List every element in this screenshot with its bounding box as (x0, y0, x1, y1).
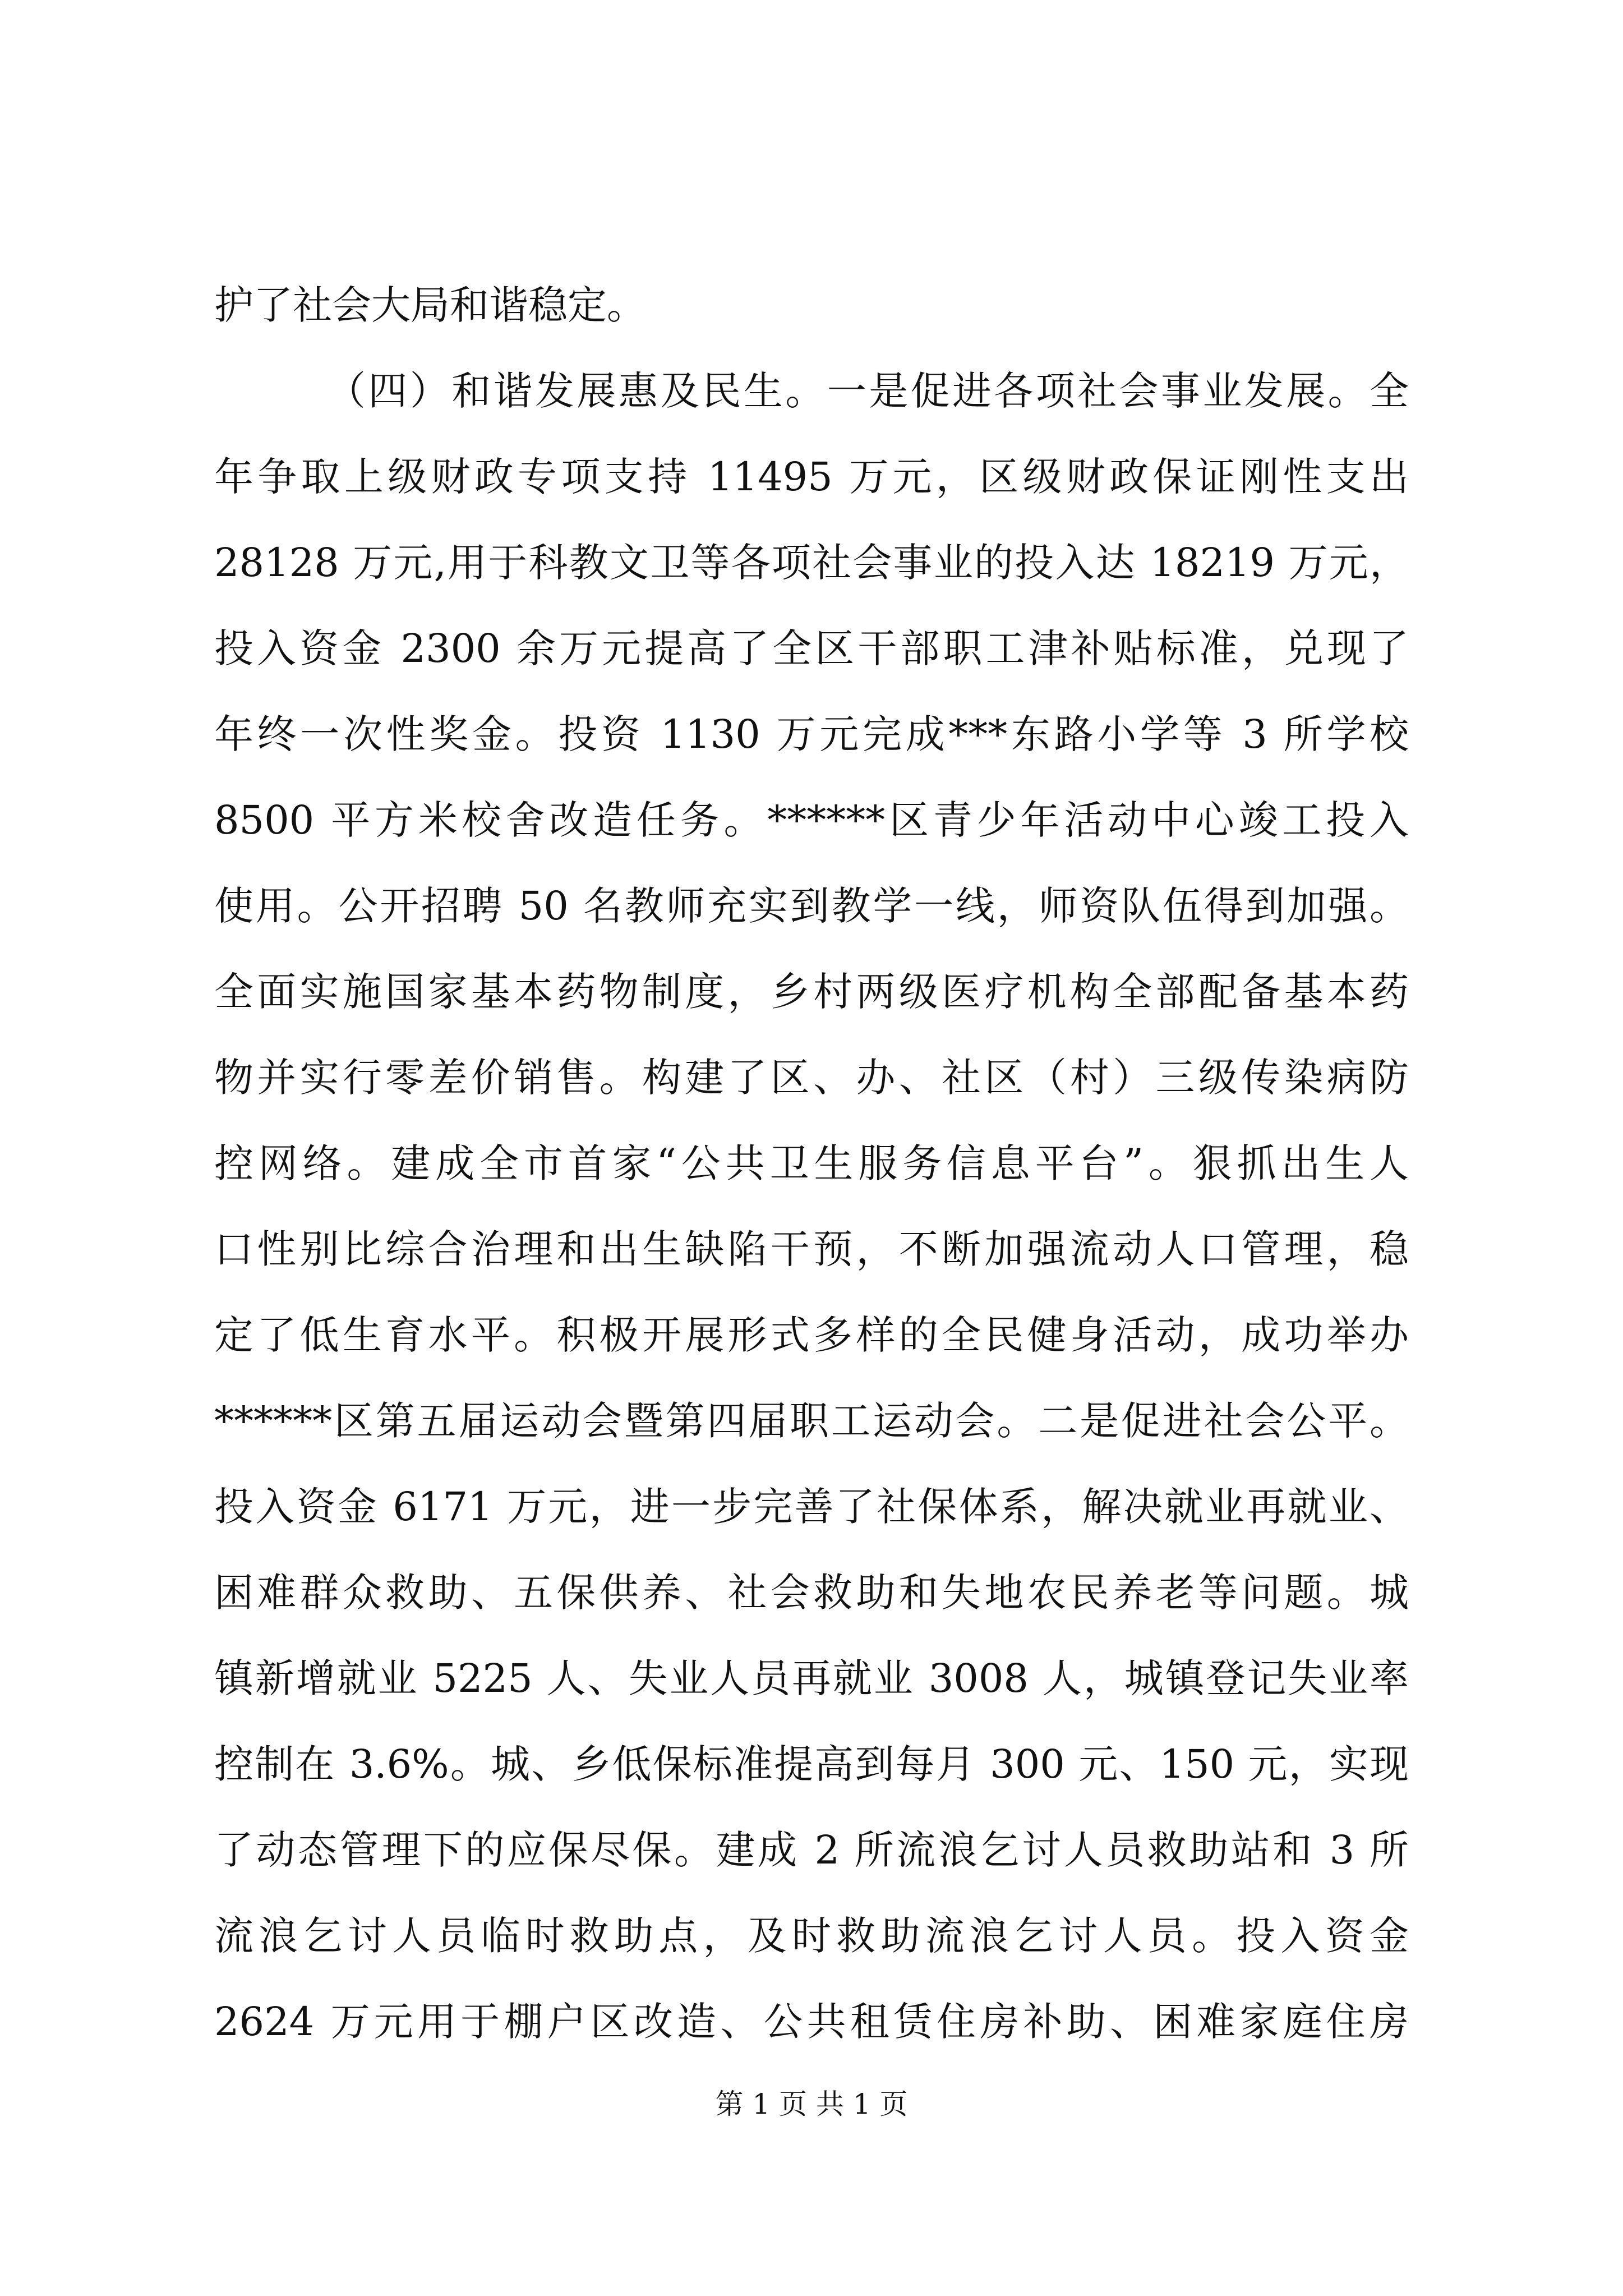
text-line: 困难群众救助、五保供养、社会救助和失地农民养老等问题。城 (214, 1570, 1409, 1616)
text-line: 28128 万元,用于科教文卫等各项社会事业的投入达 18219 万元， (214, 540, 1409, 586)
text-line: 使用。公开招聘 50 名教师充实到教学一线，师资队伍得到加强。 (214, 883, 1409, 929)
text-line: 护了社会大局和谐稳定。 (214, 282, 646, 328)
text-line: 口性别比综合治理和出生缺陷干预，不断加强流动人口管理，稳 (214, 1226, 1409, 1272)
text-line: 年终一次性奖金。投资 1130 万元完成***东路小学等 3 所学校 (214, 711, 1409, 757)
text-line: 投入资金 6171 万元，进一步完善了社保体系，解决就业再就业、 (214, 1484, 1409, 1530)
page-footer: 第 1 页 共 1 页 (715, 2088, 908, 2120)
text-line: 控网络。建成全市首家“公共卫生服务信息平台”。狠抓出生人 (214, 1140, 1409, 1186)
text-line: 全面实施国家基本药物制度，乡村两级医疗机构全部配备基本药 (214, 969, 1409, 1015)
text-line: 控制在 3.6%。城、乡低保标准提高到每月 300 元、150 元，实现 (214, 1741, 1409, 1787)
paragraph-start-line: （四）和谐发展惠及民生。一是促进各项社会事业发展。全 (326, 368, 1409, 414)
text-line: 流浪乞讨人员临时救助点，及时救助流浪乞讨人员。投入资金 (214, 1913, 1409, 1959)
text-line: 了动态管理下的应保尽保。建成 2 所流浪乞讨人员救助站和 3 所 (214, 1827, 1409, 1873)
text-line: 2624 万元用于棚户区改造、公共租赁住房补助、困难家庭住房 (214, 1999, 1409, 2045)
text-line: 8500 平方米校舍改造任务。******区青少年活动中心竣工投入 (214, 797, 1409, 843)
text-line: ******区第五届运动会暨第四届职工运动会。二是促进社会公平。 (214, 1398, 1409, 1444)
body-text (214, 263, 1409, 2065)
text-line: 物并实行零差价销售。构建了区、办、社区（村）三级传染病防 (214, 1055, 1409, 1101)
text-line: 年争取上级财政专项支持 11495 万元，区级财政保证刚性支出 (214, 454, 1409, 500)
text-line: 投入资金 2300 余万元提高了全区干部职工津补贴标准，兑现了 (214, 625, 1409, 671)
text-line: 定了低生育水平。积极开展形式多样的全民健身活动，成功举办 (214, 1312, 1409, 1358)
text-line: 镇新增就业 5225 人、失业人员再就业 3008 人，城镇登记失业率 (214, 1655, 1409, 1701)
